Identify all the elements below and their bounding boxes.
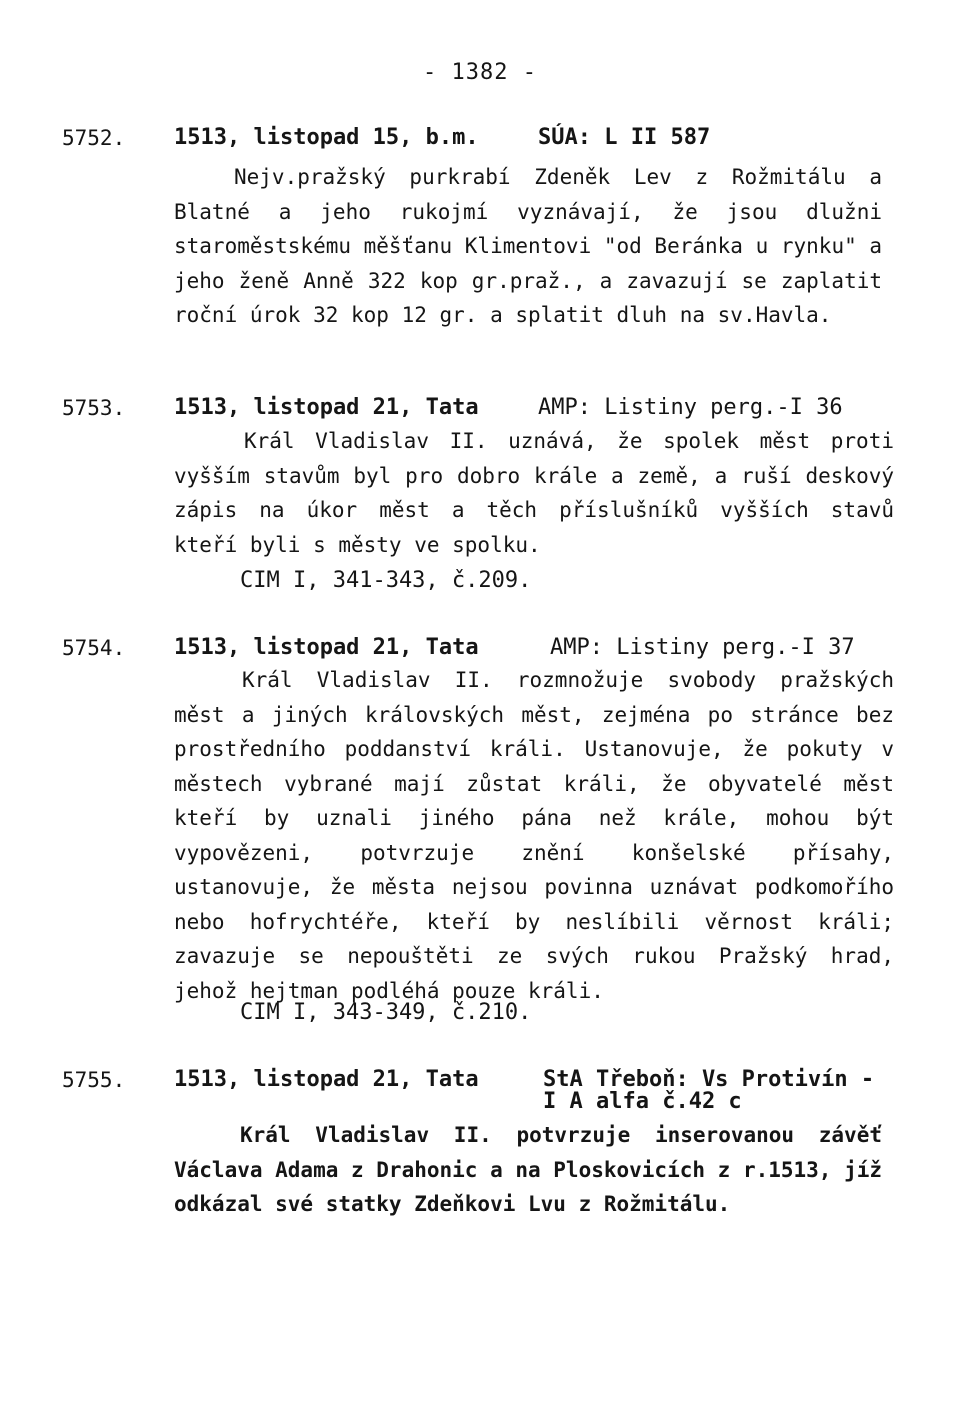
entry-source: AMP: Listiny perg.-I 36 bbox=[538, 395, 843, 420]
entry-source-line2: I A alfa č.42 c bbox=[543, 1089, 742, 1114]
entry-source: StA Třeboň: Vs Protivín - bbox=[543, 1067, 875, 1092]
entry-number: 5754. bbox=[62, 636, 126, 660]
entry-number: 5753. bbox=[62, 396, 126, 420]
entry-text: Král Vladislav II. potvrzuje inserovanou závěť Václava Adama z Drahonic a na Ploskovicích z r.1513, jíž odkázal své statky Zdeňkovi Lvu z Rožmitálu. bbox=[174, 1123, 883, 1216]
entry-heading: 1513, listopad 21, Tata bbox=[174, 635, 479, 660]
entry-text: Nejv.pražský purkrabí Zdeněk Lev z Rožmitálu a Blatné a jeho rukojmí vyznávají, že jsou dlužni staroměstskému měšťanu Klimentovi "od Beránka u rynku" a jeho ženě Anně 322 kop gr.praž., a zavazují se zaplatit roční úrok 32 kop 12 gr. a splatit dluh na sv.Havla. bbox=[174, 165, 883, 327]
entry-text: Král Vladislav II. uznává, že spolek měst proti vyšším stavům byl pro dobro krále a země, a ruší deskový zápis na úkor měst a těch příslušníků vyšších stavů kteří byli s městy ve spolku. bbox=[174, 429, 894, 557]
entry-citation: CIM I, 341-343, č.209. bbox=[240, 568, 532, 593]
entry-source: SÚA: L II 587 bbox=[538, 125, 711, 150]
entry-source: AMP: Listiny perg.-I 37 bbox=[550, 635, 855, 660]
entry-heading: 1513, listopad 21, Tata bbox=[174, 395, 479, 420]
entry-heading: 1513, listopad 15, b.m. bbox=[174, 125, 479, 150]
entry-number: 5752. bbox=[62, 126, 126, 150]
entry-heading: 1513, listopad 21, Tata bbox=[174, 1067, 479, 1092]
entry-text: Král Vladislav II. rozmnožuje svobody pražských měst a jiných královských měst, zejména po stránce bez prostředního poddanství králi. Ustanovuje, že pokuty v městech vybrané mají zůstat králi, že obyvatelé měst kteří by uznali jiného pána než krále, mohou být vypovězeni, potvrzuje znění konšelské přísahy, ustanovuje, že města nejsou povinna uznávat podkomořího nebo hofrychtéře, kteří by neslíbili věrnost králi; zavazuje se nepouštěti ze svých rukou Pražský hrad, jehož hejtman podléhá pouze králi. bbox=[174, 668, 894, 1003]
entry-number: 5755. bbox=[62, 1068, 126, 1092]
entry-citation: CIM I, 343-349, č.210. bbox=[240, 1000, 532, 1025]
page-number: - 1382 - bbox=[423, 60, 537, 85]
